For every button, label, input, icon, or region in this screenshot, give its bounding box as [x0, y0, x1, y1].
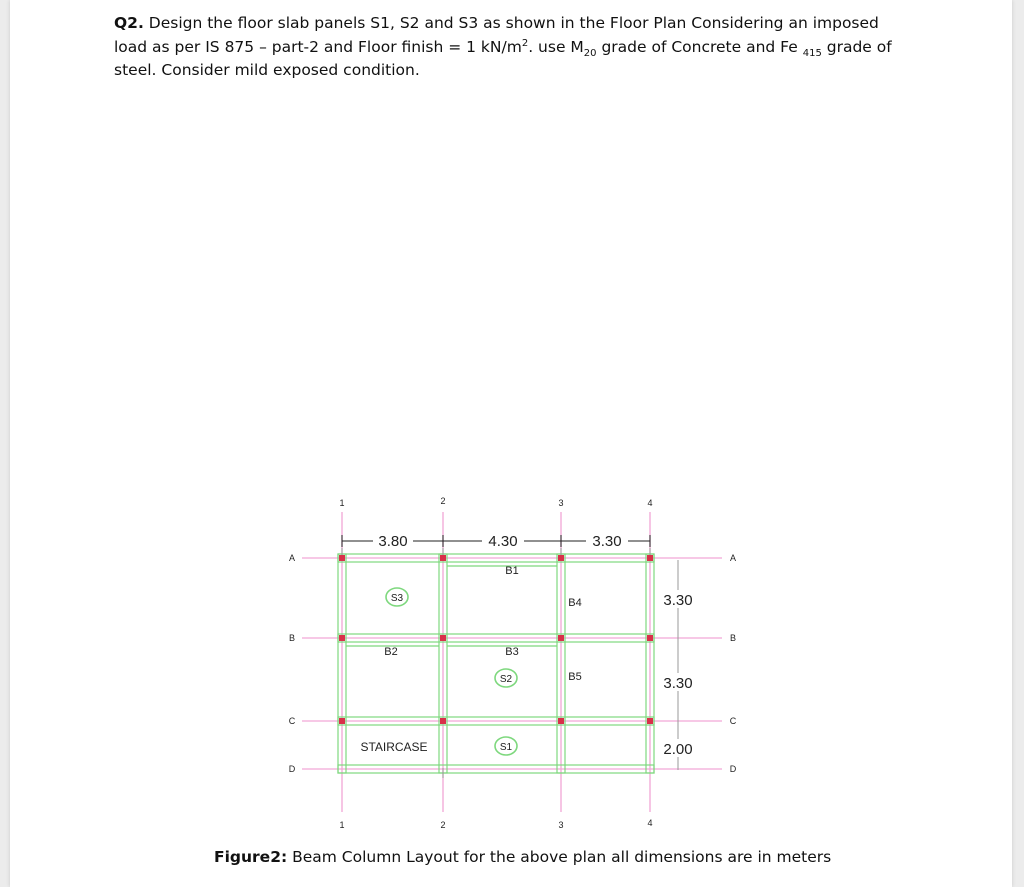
column	[647, 635, 653, 641]
dim-row-c-d: 2.00	[663, 741, 693, 758]
staircase-label: STAIRCASE	[360, 740, 428, 754]
slab-label-s1: S1	[499, 742, 513, 753]
beam-label-b4: B4	[568, 597, 582, 609]
question-part-c: grade of Concrete and Fe	[596, 37, 803, 56]
unit-superscript: 2	[521, 37, 529, 49]
grid-label-bottom-1: 1	[339, 820, 345, 830]
dim-span-3-4: 3.30	[592, 533, 622, 550]
dim-span-1-2: 3.80	[378, 533, 408, 550]
column	[558, 635, 564, 641]
grid-label-bottom-4: 4	[647, 818, 653, 828]
beam-label-b2: B2	[384, 646, 398, 658]
row-label-right-a: A	[729, 553, 737, 563]
slab-label-s3: S3	[390, 593, 404, 604]
column	[440, 718, 446, 724]
caption-label: Figure2:	[214, 848, 288, 866]
grid-label-top-4: 4	[647, 498, 653, 508]
column	[339, 635, 345, 641]
figure-caption	[214, 848, 831, 866]
question-part-b: . use M	[528, 37, 584, 56]
grid-label-top-2: 2	[440, 496, 446, 506]
column	[339, 555, 345, 561]
slab-label-s2: S2	[499, 674, 513, 685]
row-label-right-b: B	[729, 633, 737, 643]
beam-label-b3: B3	[505, 646, 519, 658]
row-label-left-c: C	[288, 716, 296, 726]
row-label-left-b: B	[288, 633, 296, 643]
dim-span-2-3: 4.30	[488, 533, 518, 550]
column	[440, 635, 446, 641]
grid-label-top-3: 3	[558, 498, 564, 508]
columns	[339, 555, 653, 724]
grid-label-bottom-3: 3	[558, 820, 564, 830]
row-label-left-a: A	[288, 553, 296, 563]
grid-lines	[302, 512, 722, 812]
column	[647, 555, 653, 561]
caption-text: Beam Column Layout for the above plan all dimensions are in meters	[287, 848, 832, 866]
row-label-right-c: C	[729, 716, 737, 726]
concrete-grade-subscript: 20	[583, 47, 597, 59]
steel-grade-subscript: 415	[802, 47, 822, 59]
dim-row-a-b: 3.30	[663, 592, 693, 609]
row-label-left-d: D	[288, 764, 296, 774]
grid-label-bottom-2: 2	[440, 820, 446, 830]
column	[558, 555, 564, 561]
beam-label-b5: B5	[568, 671, 582, 683]
column	[647, 718, 653, 724]
column	[339, 718, 345, 724]
question-label: Q2.	[114, 14, 144, 32]
row-label-right-d: D	[729, 764, 737, 774]
column	[558, 718, 564, 724]
question-part-d: grade of steel. Consider mild exposed condition.	[114, 37, 892, 79]
column	[440, 555, 446, 561]
dim-row-b-c: 3.30	[663, 675, 693, 692]
grid-label-top-1: 1	[339, 498, 345, 508]
beam-label-b1: B1	[505, 565, 519, 577]
question-part-a: Design the floor slab panels S1, S2 and S3 as shown in the Floor Plan Considering an imposed load as per IS 875 – part-2 and Floor finish = 1 kN/m	[114, 14, 879, 56]
